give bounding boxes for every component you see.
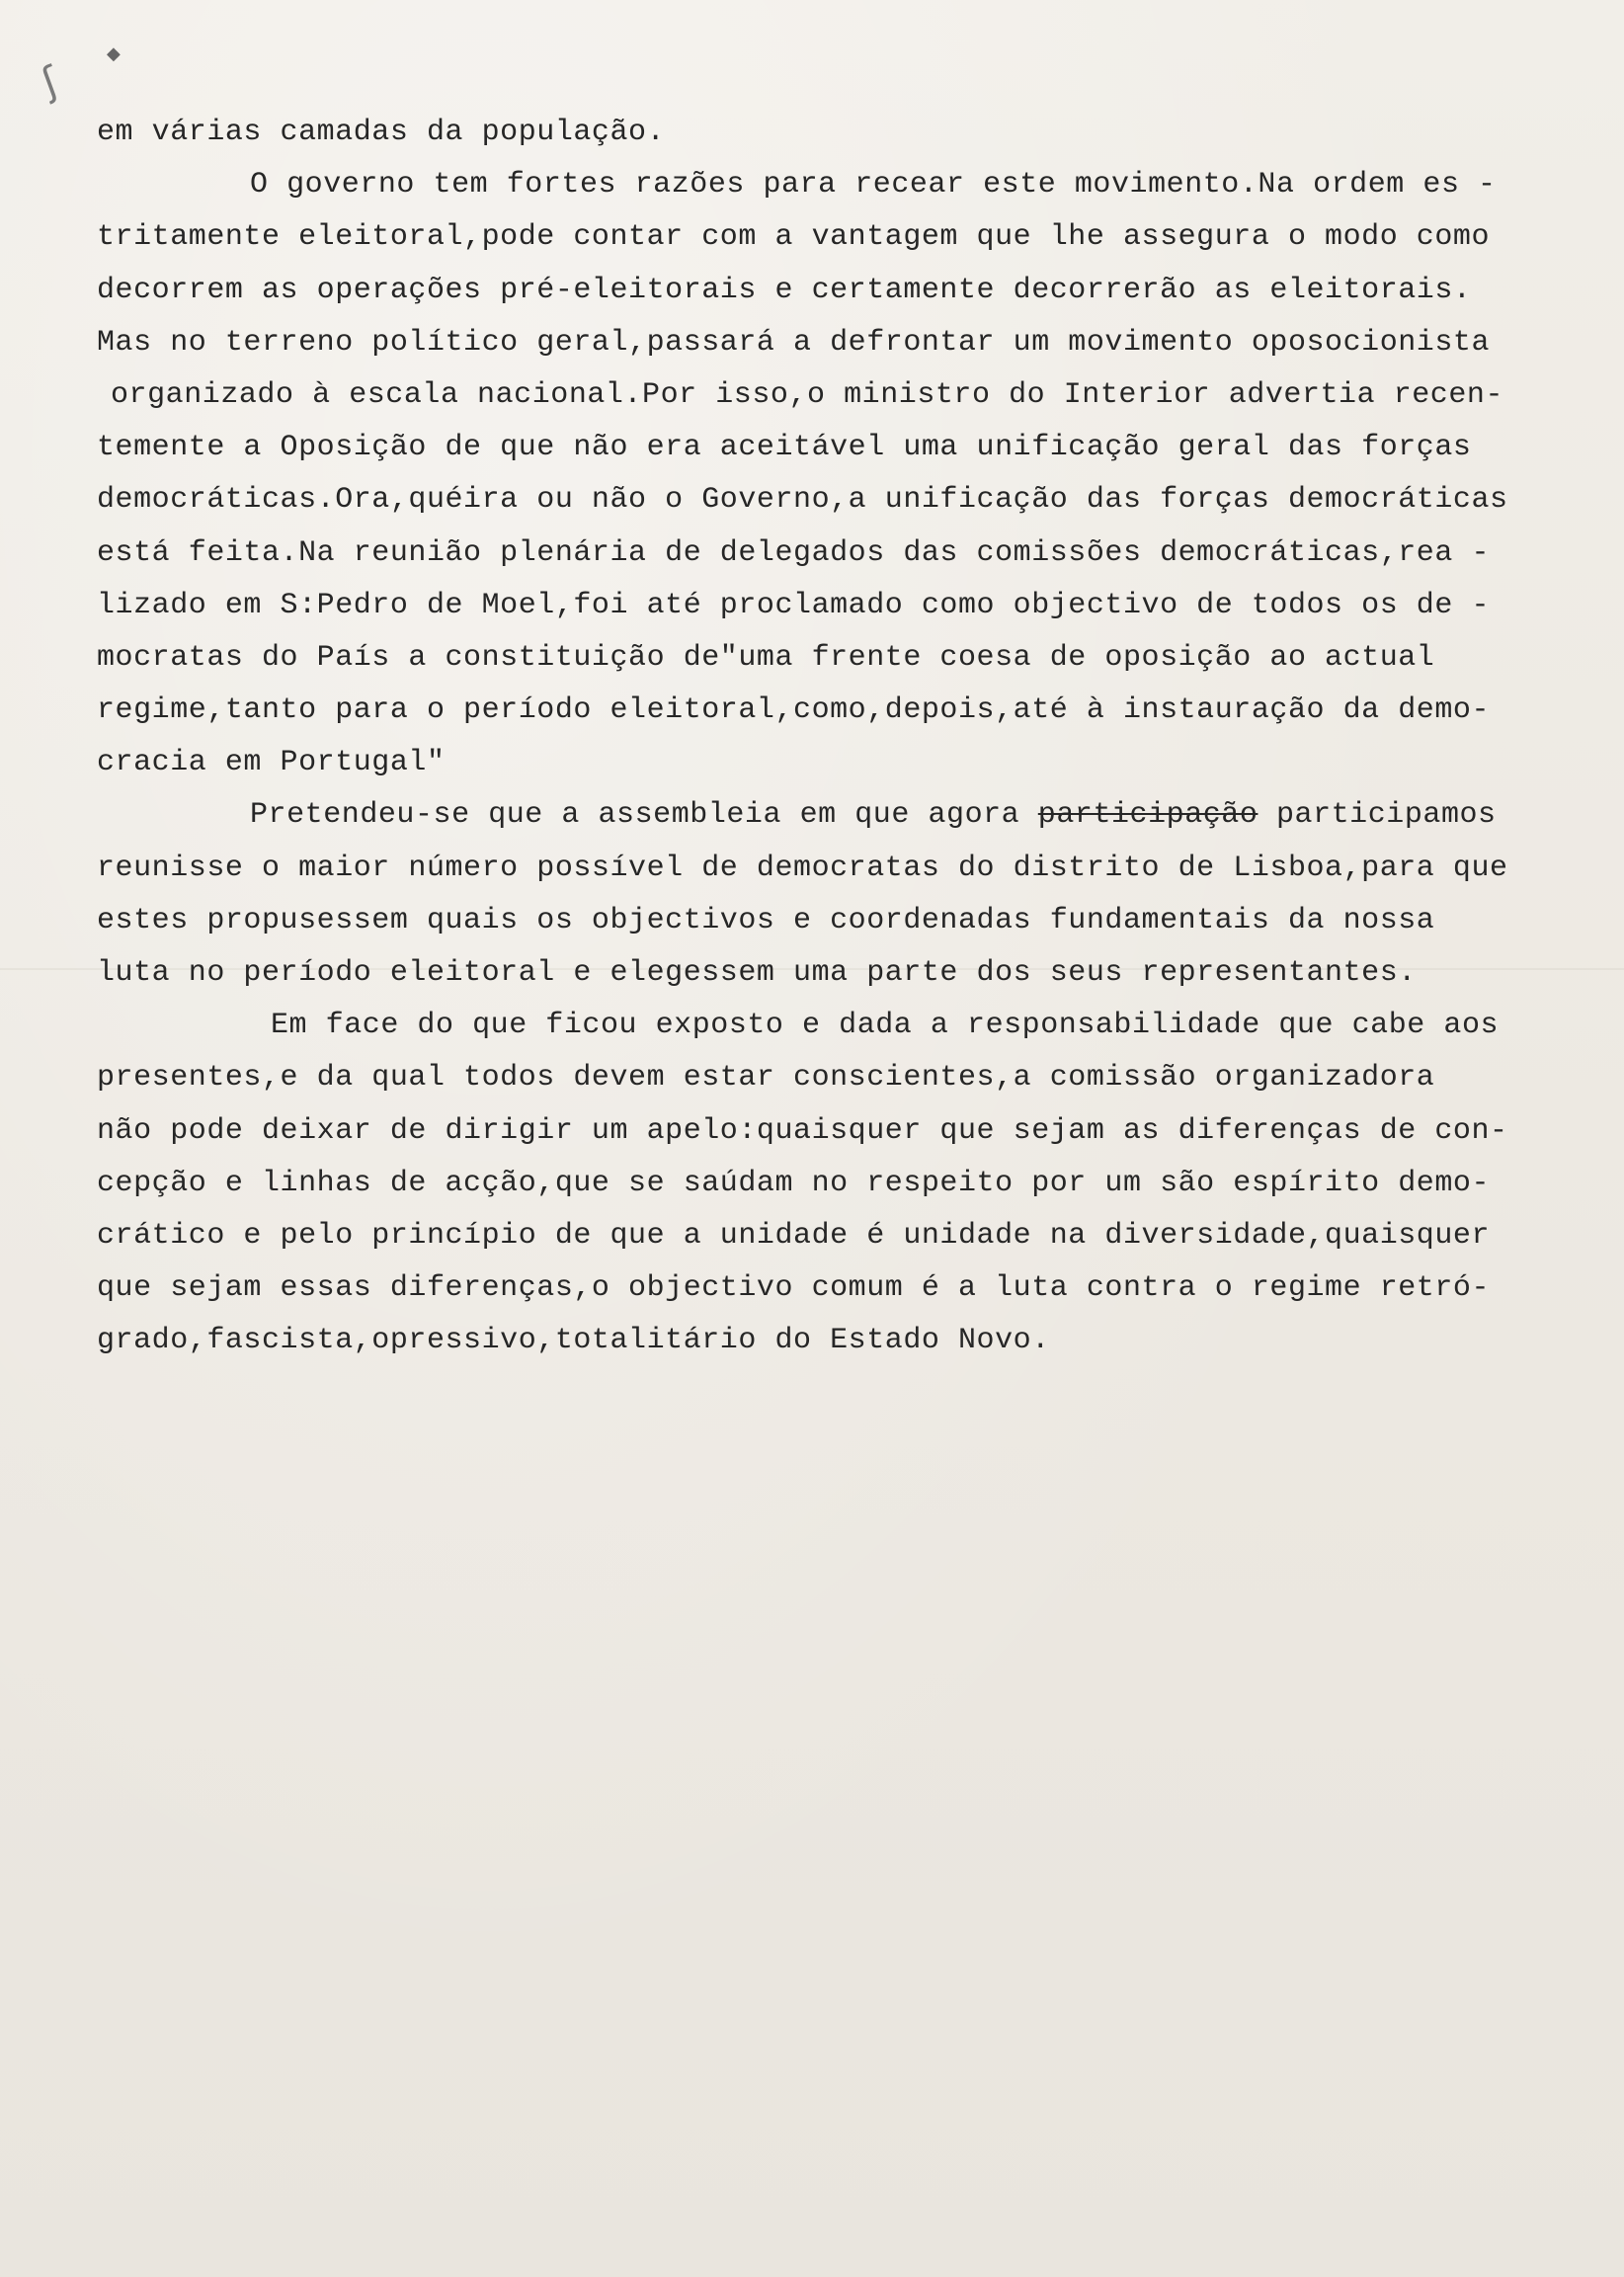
body-line: em várias camadas da população. — [97, 116, 666, 149]
body-line: organizado à escala nacional.Por isso,o ministro do Interior advertia recen- — [111, 377, 1504, 412]
body-line: regime,tanto para o período eleitoral,como,depois,até à instauração da demo- — [97, 693, 1491, 728]
body-line: não pode deixar de dirigir um apelo:quaisquer que sejam as diferenças de con- — [97, 1113, 1508, 1148]
typewritten-body — [97, 107, 1598, 1368]
body-line: decorrem as operações pré-eleitorais e certamente decorrerão as eleitorais. — [97, 273, 1472, 307]
body-line: presentes,e da qual todos devem estar conscientes,a comissão organizadora — [97, 1061, 1435, 1096]
body-line: mocratas do País a constituição de"uma frente coesa de oposição ao actual — [97, 640, 1435, 675]
line-end: participamos — [1258, 798, 1497, 833]
body-line: Em face do que ficou exposto e dada a responsabilidade que cabe aos — [271, 1009, 1500, 1043]
body-line: temente a Oposição de que não era aceitável uma unificação geral das forças — [97, 431, 1472, 465]
body-line: crático e pelo princípio de que a unidade é unidade na diversidade,quaisquer — [97, 1218, 1491, 1253]
line-start: Pretendeu-se que a assembleia em que agora — [250, 798, 1038, 833]
body-line: lizado em S:Pedro de Moel,foi até proclamado como objectivo de todos os de - — [97, 588, 1491, 622]
body-line: cepção e linhas de acção,que se saúdam no respeito por um são espírito demo- — [97, 1166, 1491, 1200]
body-line: tritamente eleitoral,pode contar com a vantagem que lhe assegura o modo como — [97, 220, 1491, 255]
body-line: que sejam essas diferenças,o objectivo comum é a luta contra o regime retró- — [97, 1271, 1491, 1306]
body-line: grado,fascista,opressivo,totalitário do Estado Novo. — [97, 1324, 1050, 1358]
pencil-mark-icon: ʃ — [36, 58, 64, 106]
body-line: cracia em Portugal" — [97, 746, 446, 780]
body-line: estes propusessem quais os objectivos e coordenadas fundamentais da nossa — [97, 903, 1435, 937]
body-line: democráticas.Ora,quéira ou não o Governo,a unificação das forças democráticas — [97, 483, 1508, 518]
body-line: está feita.Na reunião plenária de delegados das comissões democráticas,rea - — [97, 535, 1491, 570]
body-line: Mas no terreno político geral,passará a defrontar um movimento oposocionista — [97, 325, 1491, 360]
body-line-with-correction — [97, 789, 1598, 842]
struck-out-word: participação — [1037, 798, 1259, 833]
body-line: luta no período eleitoral e elegessem uma parte dos seus representantes. — [97, 956, 1417, 990]
dot-mark-icon: ◆ — [107, 43, 121, 64]
body-line: O governo tem fortes razões para recear este movimento.Na ordem es - — [250, 168, 1497, 203]
body-line: reunisse o maior número possível de democratas do distrito de Lisboa,para que — [97, 851, 1508, 885]
